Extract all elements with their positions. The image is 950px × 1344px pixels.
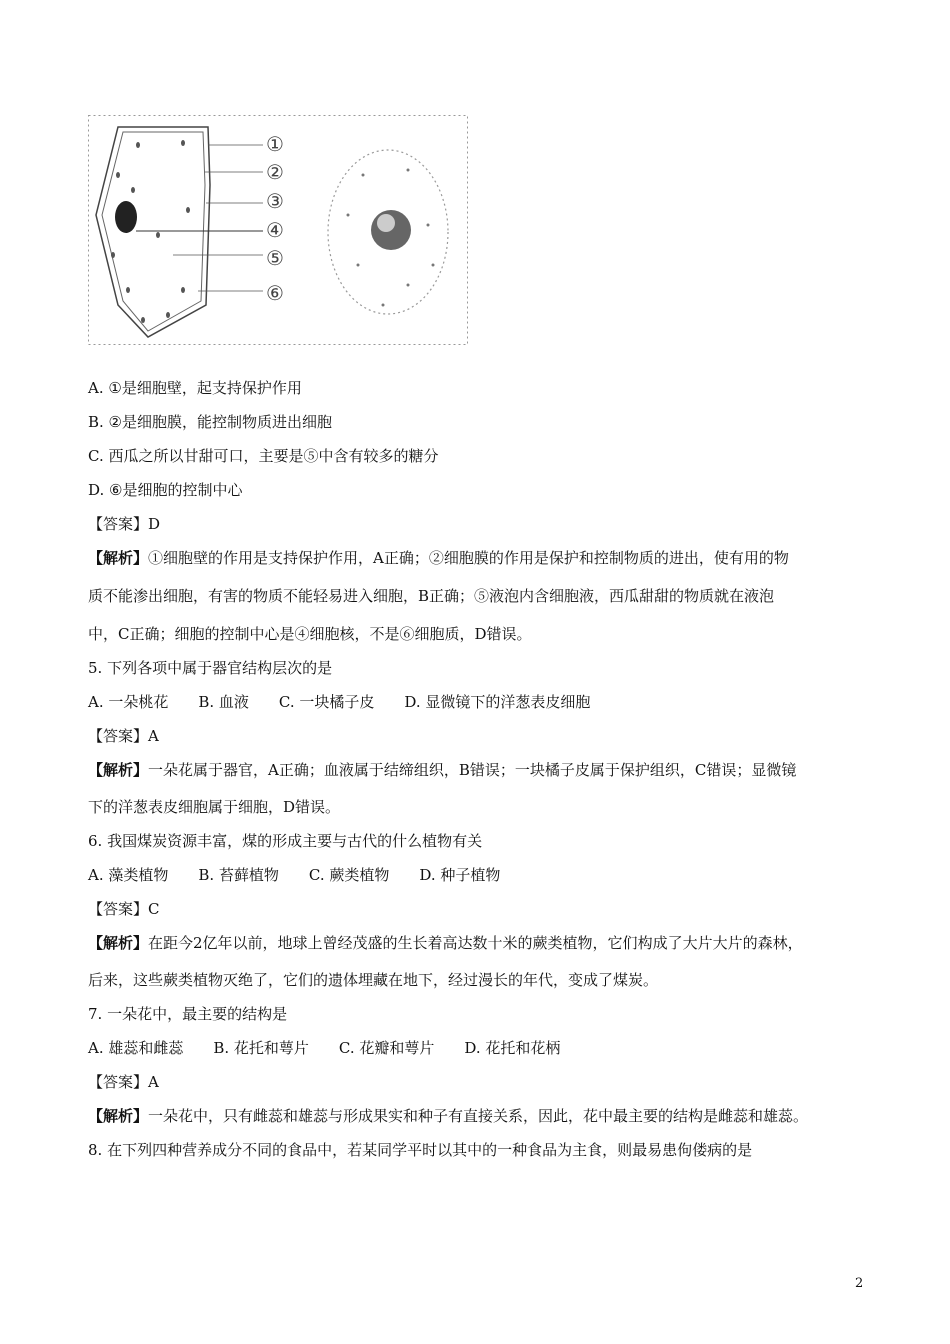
q6-analysis-line-2: 后来，这些蕨类植物灭绝了，它们的遗体埋藏在地下，经过漫长的年代，变成了煤炭。 — [88, 971, 659, 989]
analysis-text: 一朵花属于器官，A正确；血液属于结缔组织，B错误；一块橘子皮属于保护组织，C错误；显微镜 — [148, 761, 797, 779]
analysis-text: 在距今2亿年以前，地球上曾经茂盛的生长着高达数十米的蕨类植物，它们构成了大片大片的森林， — [148, 934, 803, 952]
q5-analysis-line-2: 下的洋葱表皮细胞属于细胞，D错误。 — [88, 798, 341, 816]
answer-label: 【答案】 — [88, 900, 149, 918]
answer-label: 【答案】 — [88, 515, 149, 533]
q6-stem: 6. 我国煤炭资源丰富，煤的形成主要与古代的什么植物有关 — [88, 832, 483, 850]
q8-stem: 8. 在下列四种营养成分不同的食品中，若某同学平时以其中的一种食品为主食，则最易患佝偻病的是 — [88, 1141, 753, 1159]
q4-option-a: A. ①是细胞壁，起支持保护作用 — [88, 379, 302, 397]
q4-analysis-line-2: 质不能渗出细胞，有害的物质不能轻易进入细胞，B正确；⑤液泡内含细胞液，西瓜甜甜的物质就在液泡 — [88, 587, 775, 605]
q5-answer — [88, 726, 159, 746]
answer-value: D — [148, 515, 161, 533]
q4-analysis-line-1 — [88, 548, 789, 568]
label-3: ③ — [266, 189, 284, 213]
q5-analysis-line-1 — [88, 760, 796, 780]
q4-option-c: C. 西瓜之所以甘甜可口，主要是⑤中含有较多的糖分 — [88, 447, 439, 465]
plant-cell-icon — [96, 127, 263, 337]
analysis-label: 【解析】 — [88, 549, 149, 567]
q7-stem: 7. 一朵花中，最主要的结构是 — [88, 1005, 288, 1023]
q7-analysis-line-1 — [88, 1106, 808, 1126]
q6-analysis-line-1 — [88, 933, 803, 953]
answer-value: A — [148, 1073, 159, 1091]
q4-option-d: D. ⑥是细胞的控制中心 — [88, 481, 243, 499]
answer-label: 【答案】 — [88, 1073, 149, 1091]
analysis-label: 【解析】 — [88, 1107, 149, 1125]
q4-option-b: B. ②是细胞膜，能控制物质进出细胞 — [88, 413, 333, 431]
label-6: ⑥ — [266, 281, 284, 305]
cell-diagram-figure — [88, 115, 468, 345]
animal-cell-icon — [328, 150, 448, 314]
q4-analysis-line-3: 中，C正确；细胞的控制中心是④细胞核，不是⑥细胞质，D错误。 — [88, 625, 532, 643]
answer-label: 【答案】 — [88, 727, 149, 745]
q7-answer — [88, 1072, 159, 1092]
answer-value: C — [148, 900, 160, 918]
figure-labels — [266, 132, 284, 305]
label-1: ① — [266, 132, 284, 156]
q6-options: A. 藻类植物 B. 苔藓植物 C. 蕨类植物 D. 种子植物 — [88, 866, 501, 884]
analysis-label: 【解析】 — [88, 761, 149, 779]
label-4: ④ — [266, 218, 284, 242]
q6-answer — [88, 899, 160, 919]
page-number: 2 — [855, 1276, 864, 1291]
analysis-label: 【解析】 — [88, 934, 149, 952]
q7-options: A. 雄蕊和雌蕊 B. 花托和萼片 C. 花瓣和萼片 D. 花托和花柄 — [88, 1039, 561, 1057]
label-2: ② — [266, 160, 284, 184]
q4-answer — [88, 514, 160, 534]
analysis-text: ①细胞壁的作用是支持保护作用，A正确；②细胞膜的作用是保护和控制物质的进出，使有用的物 — [148, 549, 789, 567]
q5-options: A. 一朵桃花 B. 血液 C. 一块橘子皮 D. 显微镜下的洋葱表皮细胞 — [88, 693, 591, 711]
label-5: ⑤ — [266, 246, 284, 270]
analysis-text: 一朵花中，只有雌蕊和雄蕊与形成果实和种子有直接关系，因此，花中最主要的结构是雌蕊和雄蕊。 — [148, 1107, 809, 1125]
answer-value: A — [148, 727, 159, 745]
q5-stem: 5. 下列各项中属于器官结构层次的是 — [88, 659, 333, 677]
leader-lines — [173, 145, 263, 291]
